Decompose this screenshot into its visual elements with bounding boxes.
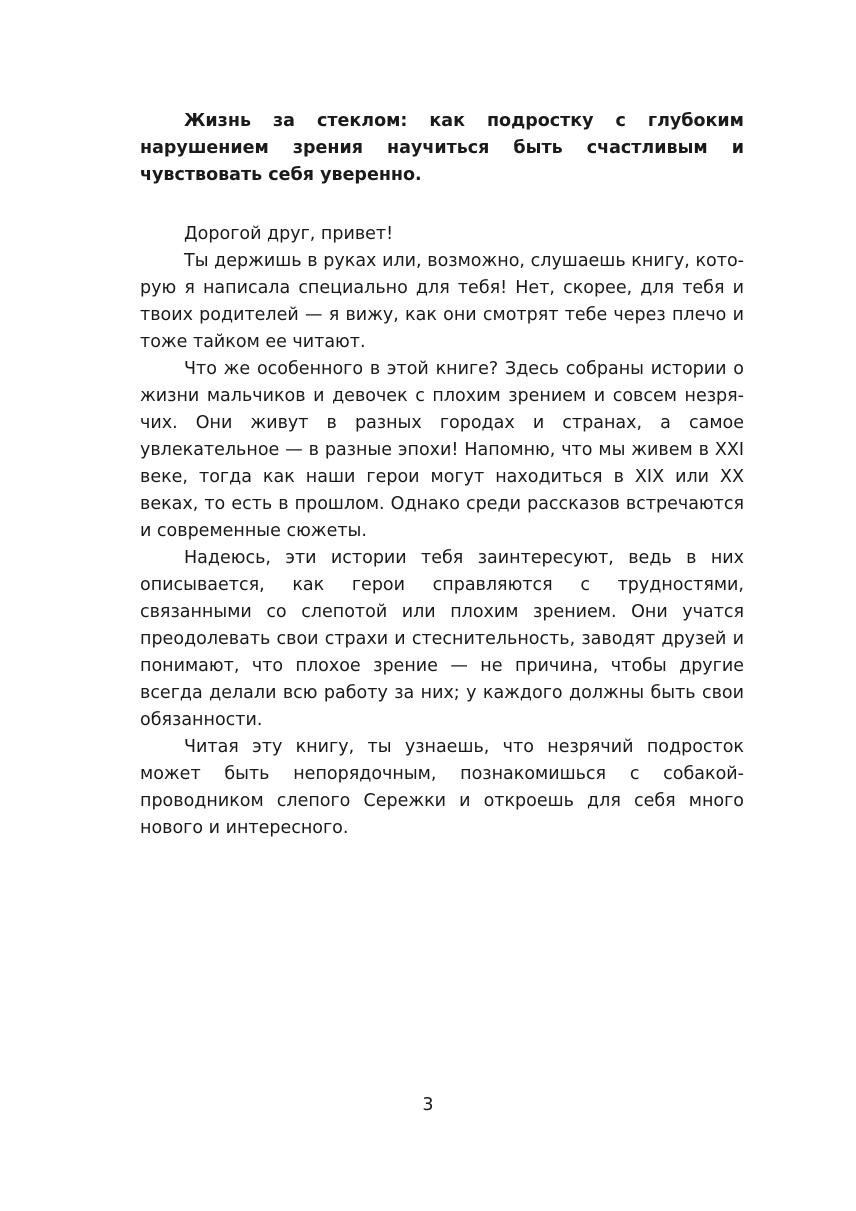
chapter-title: Жизнь за стеклом: как подростку с глубоким нарушением зрения научиться быть счастливым и чувствовать себя уверенно.	[140, 111, 744, 185]
page-content	[140, 108, 744, 842]
paragraph-stories: Надеюсь, эти истории тебя заинтересуют, ведь в них описывается, как герои справляются с трудностями, связанными со слепотой или плохим зрением. Они учатся преодолевать свои страхи и стеснительность, заводят друзей и понимают, что плохое зрение — не причина, чтобы другие всегда делали всю работу за них; у каждого должны быть свои обязанности.	[140, 548, 744, 730]
paragraph-about-book: Что же особенного в этой книге? Здесь собраны истории о жизни мальчиков и девочек с плохим зрением и совсем незрячих. Они живут в разных городах и странах, а самое увлекательное — в разные эпохи! Напомню, что мы живем в XXI веке, тогда как наши герои могут находиться в XIX или XX веках, то есть в прошлом. Однако среди рассказов встречаются и современные сюжеты.	[140, 359, 744, 541]
paragraph-intro: Ты держишь в руках или, возможно, слушаешь книгу, которую я написала специально для тебя! Нет, скорее, для тебя и твоих родителей — я вижу, как они смотрят тебе через плечо и тоже тайком ее читают.	[140, 251, 744, 352]
paragraph-closing: Читая эту книгу, ты узнаешь, что незрячий подросток может быть непорядочным, познакомишься с собакой-проводником слепого Сережки и откроешь для себя много нового и интересного.	[140, 737, 744, 838]
paragraph-greeting: Дорогой друг, привет!	[184, 224, 394, 244]
page-number: 3	[422, 1095, 434, 1115]
